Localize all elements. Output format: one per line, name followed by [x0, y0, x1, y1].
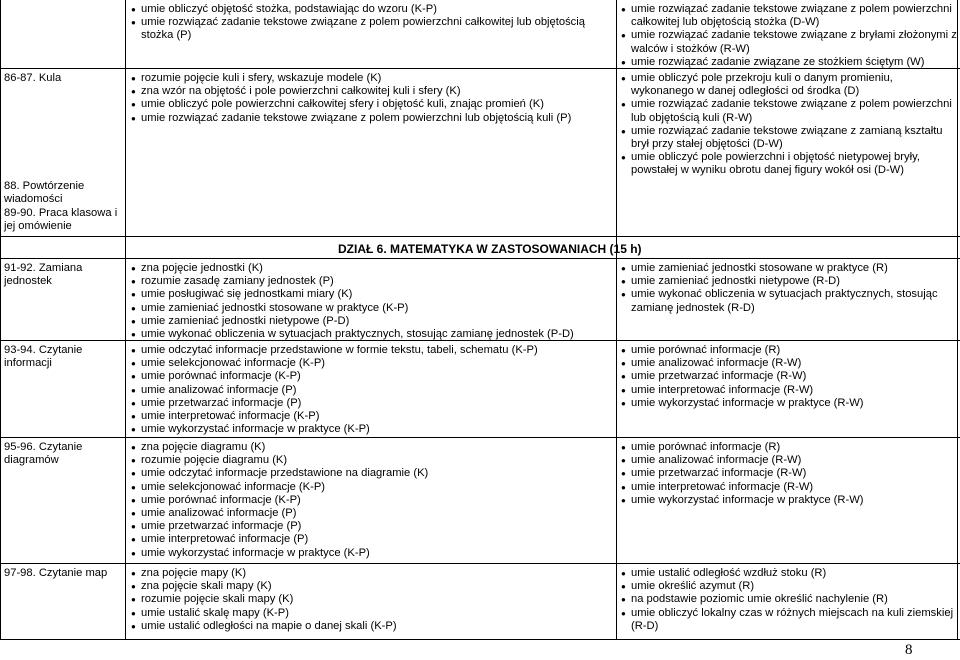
section-title: DZIAŁ 6. MATEMATYKA W ZASTOSOWANIACH (15 h)	[338, 242, 642, 256]
requirement-item: ● umie ustalić odległość wzdłuż stoku (R)	[621, 567, 957, 580]
topic-label: 89-90. Praca klasowa i jej omówienie	[4, 207, 118, 233]
requirement-item: ● rozumie pojęcie skali mapy (K)	[131, 593, 613, 606]
requirement-item: ● umie wykorzystać informacje w praktyce (K-P)	[131, 423, 613, 436]
requirement-item: ● umie selekcjonować informacje (K-P)	[131, 357, 613, 370]
requirement-item: ● umie odczytać informacje przedstawione w formie tekstu, tabeli, schematu (K-P)	[131, 344, 613, 357]
topic-requirements-basic	[131, 3, 613, 43]
topic-label: 93-94. Czytanie informacji	[4, 344, 83, 370]
row-divider	[0, 563, 960, 564]
requirement-item: ● umie zamieniać jednostki stosowane w praktyce (K-P)	[131, 302, 613, 315]
topic-requirements-extended	[621, 441, 957, 507]
requirement-item: ● umie obliczyć objętość stożka, podstawiając do wzoru (K-P)	[131, 3, 613, 16]
requirement-item: ● umie rozwiązać zadanie tekstowe związane z polem powierzchni lub objętością kuli (P)	[131, 112, 613, 125]
row-divider	[0, 258, 960, 259]
topic-label: 86-87. Kula	[4, 72, 62, 84]
requirement-item: ● umie zamieniać jednostki nietypowe (R-D)	[621, 275, 957, 288]
topic-requirements-extended	[621, 3, 957, 69]
requirement-item: ● umie obliczyć pole powierzchni i objętość nietypowej bryły, powstałej w wyniku obrotu danej figury wokół osi (D-W)	[621, 151, 957, 177]
topic-label: 95-96. Czytanie diagramów	[4, 441, 83, 467]
requirement-item: ● umie rozwiązać zadanie tekstowe związane z polem powierzchni całkowitej lub objętością stożka (D-W)	[621, 3, 957, 29]
requirement-item: ● umie obliczyć pole przekroju kuli o danym promieniu, wykonanego w danej odległości od środka (D)	[621, 72, 957, 98]
page-number: 8	[905, 642, 913, 658]
requirement-item: ● zna wzór na objętość i pole powierzchni całkowitej kuli i sfery (K)	[131, 85, 613, 98]
topic-label: 97-98. Czytanie map	[4, 567, 108, 579]
topic-requirements-extended	[621, 567, 957, 633]
requirement-item: ● umie interpretować informacje (R-W)	[621, 384, 957, 397]
topic-requirements-basic	[131, 441, 613, 560]
requirement-item: ● umie analizować informacje (P)	[131, 384, 613, 397]
requirement-item: ● umie zamieniać jednostki nietypowe (P-D)	[131, 315, 613, 328]
topic-requirements-extended	[621, 344, 957, 410]
requirement-item: ● umie określić azymut (R)	[621, 580, 957, 593]
requirement-item: ● umie wykonać obliczenia w sytuacjach praktycznych, stosując zamianę jednostek (R-D)	[621, 288, 957, 314]
requirement-item: ● zna pojęcie diagramu (K)	[131, 441, 613, 454]
requirement-item: ● umie przetwarzać informacje (P)	[131, 520, 613, 533]
requirement-item: ● umie wykonać obliczenia w sytuacjach praktycznych, stosując zamianę jednostek (P-D)	[131, 328, 613, 341]
requirement-item: ● umie analizować informacje (P)	[131, 507, 613, 520]
requirement-item: ● umie interpretować informacje (K-P)	[131, 410, 613, 423]
requirement-item: ● umie porównać informacje (K-P)	[131, 494, 613, 507]
requirement-item: ● umie porównać informacje (K-P)	[131, 370, 613, 383]
requirement-item: ● zna pojęcie skali mapy (K)	[131, 580, 613, 593]
topic-requirements-extended	[621, 262, 957, 315]
requirement-item: ● na podstawie poziomic umie określić nachylenie (R)	[621, 593, 957, 606]
requirement-item: ● umie interpretować informacje (R-W)	[621, 481, 957, 494]
requirement-item: ● zna pojęcie mapy (K)	[131, 567, 613, 580]
requirement-item: ● rozumie pojęcie diagramu (K)	[131, 454, 613, 467]
table-border-left	[0, 0, 1, 640]
requirement-item: ● umie wykorzystać informacje w praktyce (K-P)	[131, 547, 613, 560]
requirement-item: ● umie zamieniać jednostki stosowane w praktyce (R)	[621, 262, 957, 275]
requirement-item: ● umie przetwarzać informacje (P)	[131, 397, 613, 410]
requirement-item: ● rozumie pojęcie kuli i sfery, wskazuje modele (K)	[131, 72, 613, 85]
topic-requirements-basic	[131, 72, 613, 125]
topic-label: 91-92. Zamiana jednostek	[4, 262, 83, 288]
topic-requirements-extended	[621, 72, 957, 178]
requirement-item: ● umie posługiwać się jednostkami miary (K)	[131, 288, 613, 301]
requirement-item: ● umie selekcjonować informacje (K-P)	[131, 481, 613, 494]
requirement-item: ● umie analizować informacje (R-W)	[621, 454, 957, 467]
table-border-right	[957, 0, 958, 640]
requirement-item: ● umie obliczyć lokalny czas w różnych miejscach na kuli ziemskiej (R-D)	[621, 607, 957, 633]
requirement-item: ● umie porównać informacje (R)	[621, 344, 957, 357]
requirement-item: ● umie przetwarzać informacje (R-W)	[621, 467, 957, 480]
requirement-item: ● umie rozwiązać zadanie związane ze stożkiem ściętym (W)	[621, 56, 957, 69]
column-divider-right	[616, 0, 617, 640]
row-divider	[0, 236, 960, 237]
requirement-item: ● umie ustalić odległości na mapie o danej skali (K-P)	[131, 620, 613, 633]
requirement-item: ● umie ustalić skalę mapy (K-P)	[131, 607, 613, 620]
requirement-item: ● umie rozwiązać zadanie tekstowe związane z zamianą kształtu brył przy stałej objętości (D-W)	[621, 125, 957, 151]
requirement-item: ● umie porównać informacje (R)	[621, 441, 957, 454]
requirement-item: ● umie rozwiązać zadanie tekstowe związane z polem powierzchni całkowitej lub objętością stożka (P)	[131, 16, 613, 42]
requirement-item: ● umie wykorzystać informacje w praktyce (R-W)	[621, 494, 957, 507]
requirement-item: ● umie rozwiązać zadanie tekstowe związane z bryłami złożonymi z walców i stożków (R-W)	[621, 29, 957, 55]
requirement-item: ● umie interpretować informacje (P)	[131, 533, 613, 546]
requirement-item: ● umie obliczyć pole powierzchni całkowitej sfery i objętość kuli, znając promień (K)	[131, 98, 613, 111]
topic-requirements-basic	[131, 344, 613, 436]
requirement-item: ● umie rozwiązać zadanie tekstowe związane z polem powierzchni lub objętością kuli (R-W)	[621, 98, 957, 124]
topic-requirements-basic	[131, 262, 613, 341]
column-divider-left	[125, 0, 126, 640]
requirement-item: ● umie odczytać informacje przedstawione na diagramie (K)	[131, 467, 613, 480]
topic-requirements-basic	[131, 567, 613, 633]
requirement-item: ● zna pojęcie jednostki (K)	[131, 262, 613, 275]
row-divider	[0, 437, 960, 438]
topic-label: 88. Powtórzenie wiadomości	[4, 180, 85, 206]
table-border-bottom	[0, 639, 960, 640]
requirement-item: ● umie przetwarzać informacje (R-W)	[621, 370, 957, 383]
requirement-item: ● umie wykorzystać informacje w praktyce (R-W)	[621, 397, 957, 410]
requirement-item: ● umie analizować informacje (R-W)	[621, 357, 957, 370]
requirement-item: ● rozumie zasadę zamiany jednostek (P)	[131, 275, 613, 288]
